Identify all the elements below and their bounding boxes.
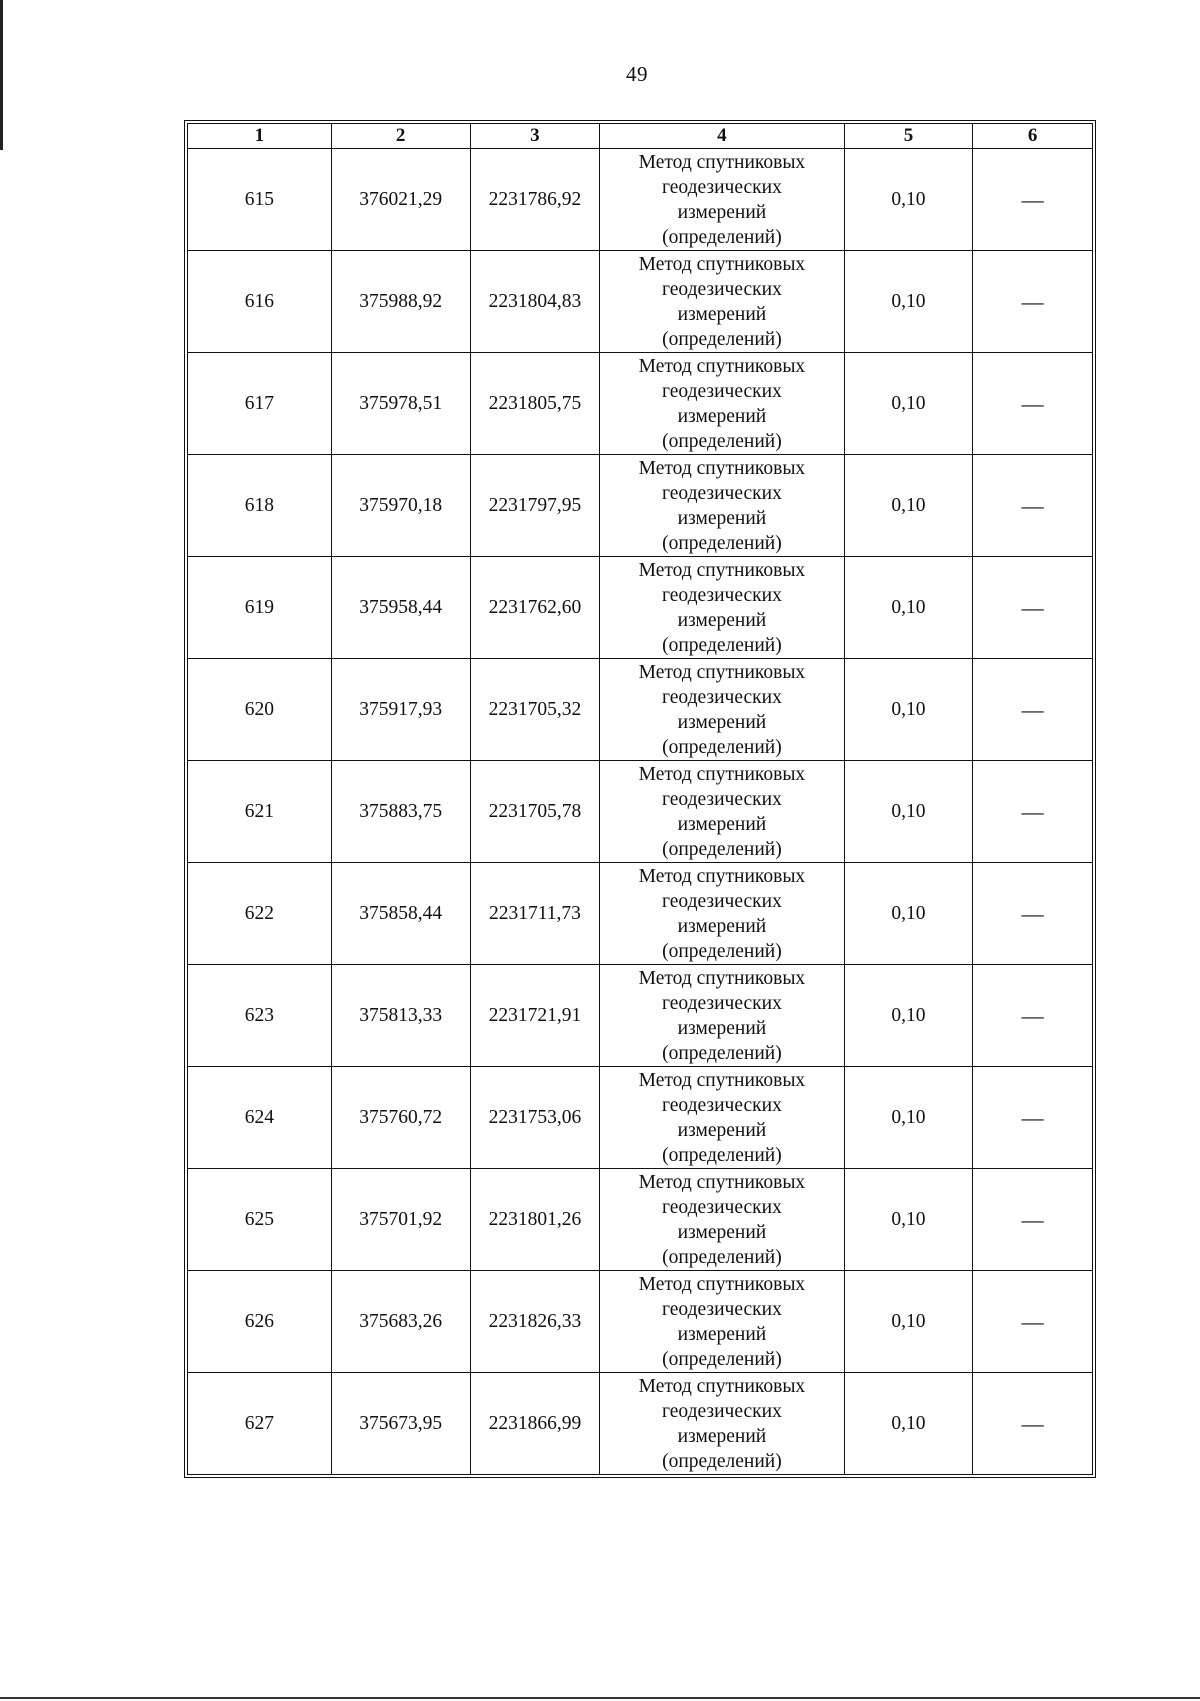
method-cell xyxy=(600,965,844,1067)
description-cell: — xyxy=(973,761,1093,863)
method-line: Метод спутниковых xyxy=(638,151,806,173)
point-number-cell: 619 xyxy=(188,557,332,659)
accuracy-cell: 0,10 xyxy=(844,149,973,251)
method-line: измерений xyxy=(677,1425,767,1447)
accuracy-cell: 0,10 xyxy=(844,455,973,557)
method-line: Метод спутниковых xyxy=(638,253,806,275)
y-coordinate-cell: 2231721,91 xyxy=(470,965,600,1067)
table-row xyxy=(188,455,1093,557)
accuracy-cell: 0,10 xyxy=(844,251,973,353)
method-line: (определений) xyxy=(662,736,782,758)
method-line: измерений xyxy=(677,1119,767,1141)
x-coordinate-cell: 375978,51 xyxy=(331,353,470,455)
accuracy-cell: 0,10 xyxy=(844,659,973,761)
description-cell: — xyxy=(973,863,1093,965)
method-line: геодезических xyxy=(662,380,782,402)
method-line: (определений) xyxy=(662,1348,782,1370)
method-line: (определений) xyxy=(662,838,782,860)
method-line: геодезических xyxy=(662,278,782,300)
method-line: Метод спутниковых xyxy=(638,661,806,683)
header-col-4: 4 xyxy=(600,124,844,149)
y-coordinate-cell: 2231711,73 xyxy=(470,863,600,965)
point-number-cell: 623 xyxy=(188,965,332,1067)
method-line: геодезических xyxy=(662,992,782,1014)
accuracy-cell: 0,10 xyxy=(844,1373,973,1475)
description-cell: — xyxy=(973,149,1093,251)
point-number-cell: 627 xyxy=(188,1373,332,1475)
table-body xyxy=(188,149,1093,1475)
method-line: геодезических xyxy=(662,1094,782,1116)
method-line: (определений) xyxy=(662,634,782,656)
method-cell xyxy=(600,557,844,659)
method-cell xyxy=(600,761,844,863)
description-cell: — xyxy=(973,1373,1093,1475)
table-row xyxy=(188,863,1093,965)
y-coordinate-cell: 2231805,75 xyxy=(470,353,600,455)
table-row xyxy=(188,149,1093,251)
method-line: (определений) xyxy=(662,532,782,554)
coordinates-table-frame xyxy=(184,120,1096,1478)
x-coordinate-cell: 375970,18 xyxy=(331,455,470,557)
description-cell: — xyxy=(973,455,1093,557)
method-cell xyxy=(600,455,844,557)
method-line: измерений xyxy=(677,711,767,733)
method-line: измерений xyxy=(677,915,767,937)
method-line: измерений xyxy=(677,303,767,325)
method-line: Метод спутниковых xyxy=(638,763,806,785)
description-cell: — xyxy=(973,1169,1093,1271)
point-number-cell: 617 xyxy=(188,353,332,455)
accuracy-cell: 0,10 xyxy=(844,1169,973,1271)
y-coordinate-cell: 2231753,06 xyxy=(470,1067,600,1169)
point-number-cell: 618 xyxy=(188,455,332,557)
table-row xyxy=(188,353,1093,455)
method-line: Метод спутниковых xyxy=(638,457,806,479)
table-row xyxy=(188,1067,1093,1169)
method-cell xyxy=(600,1169,844,1271)
method-line: (определений) xyxy=(662,1042,782,1064)
accuracy-cell: 0,10 xyxy=(844,557,973,659)
point-number-cell: 625 xyxy=(188,1169,332,1271)
x-coordinate-cell: 375858,44 xyxy=(331,863,470,965)
description-cell: — xyxy=(973,965,1093,1067)
accuracy-cell: 0,10 xyxy=(844,353,973,455)
table-row xyxy=(188,1271,1093,1373)
y-coordinate-cell: 2231801,26 xyxy=(470,1169,600,1271)
method-cell xyxy=(600,1067,844,1169)
table-header-row xyxy=(188,124,1093,149)
x-coordinate-cell: 375958,44 xyxy=(331,557,470,659)
method-cell xyxy=(600,1373,844,1475)
x-coordinate-cell: 375883,75 xyxy=(331,761,470,863)
method-line: Метод спутниковых xyxy=(638,355,806,377)
method-line: Метод спутниковых xyxy=(638,1375,806,1397)
scan-bottom-line xyxy=(0,1697,1200,1699)
method-line: Метод спутниковых xyxy=(638,967,806,989)
y-coordinate-cell: 2231804,83 xyxy=(470,251,600,353)
point-number-cell: 615 xyxy=(188,149,332,251)
coordinates-table xyxy=(187,123,1093,1475)
method-line: измерений xyxy=(677,1017,767,1039)
method-line: Метод спутниковых xyxy=(638,559,806,581)
accuracy-cell: 0,10 xyxy=(844,761,973,863)
method-line: измерений xyxy=(677,405,767,427)
table-row xyxy=(188,761,1093,863)
x-coordinate-cell: 376021,29 xyxy=(331,149,470,251)
point-number-cell: 621 xyxy=(188,761,332,863)
table-row xyxy=(188,251,1093,353)
x-coordinate-cell: 375673,95 xyxy=(331,1373,470,1475)
point-number-cell: 616 xyxy=(188,251,332,353)
header-col-5: 5 xyxy=(844,124,973,149)
description-cell: — xyxy=(973,1067,1093,1169)
page-number: 49 xyxy=(626,62,648,86)
y-coordinate-cell: 2231705,32 xyxy=(470,659,600,761)
method-line: геодезических xyxy=(662,890,782,912)
method-cell xyxy=(600,1271,844,1373)
table-row xyxy=(188,659,1093,761)
method-line: (определений) xyxy=(662,1450,782,1472)
point-number-cell: 620 xyxy=(188,659,332,761)
method-line: (определений) xyxy=(662,430,782,452)
y-coordinate-cell: 2231826,33 xyxy=(470,1271,600,1373)
table-row xyxy=(188,1373,1093,1475)
x-coordinate-cell: 375683,26 xyxy=(331,1271,470,1373)
method-line: (определений) xyxy=(662,328,782,350)
method-cell xyxy=(600,149,844,251)
method-line: Метод спутниковых xyxy=(638,865,806,887)
method-line: измерений xyxy=(677,507,767,529)
description-cell: — xyxy=(973,1271,1093,1373)
point-number-cell: 626 xyxy=(188,1271,332,1373)
point-number-cell: 622 xyxy=(188,863,332,965)
y-coordinate-cell: 2231866,99 xyxy=(470,1373,600,1475)
accuracy-cell: 0,10 xyxy=(844,965,973,1067)
method-line: (определений) xyxy=(662,1246,782,1268)
method-cell xyxy=(600,251,844,353)
description-cell: — xyxy=(973,353,1093,455)
accuracy-cell: 0,10 xyxy=(844,1271,973,1373)
method-line: геодезических xyxy=(662,686,782,708)
x-coordinate-cell: 375813,33 xyxy=(331,965,470,1067)
y-coordinate-cell: 2231762,60 xyxy=(470,557,600,659)
header-col-2: 2 xyxy=(331,124,470,149)
method-line: (определений) xyxy=(662,226,782,248)
header-col-1: 1 xyxy=(188,124,332,149)
accuracy-cell: 0,10 xyxy=(844,1067,973,1169)
table-row xyxy=(188,557,1093,659)
method-line: измерений xyxy=(677,1323,767,1345)
method-cell xyxy=(600,353,844,455)
method-line: (определений) xyxy=(662,940,782,962)
table-row xyxy=(188,965,1093,1067)
method-cell xyxy=(600,863,844,965)
method-line: измерений xyxy=(677,609,767,631)
method-line: геодезических xyxy=(662,176,782,198)
y-coordinate-cell: 2231786,92 xyxy=(470,149,600,251)
header-col-6: 6 xyxy=(973,124,1093,149)
method-line: измерений xyxy=(677,813,767,835)
method-line: Метод спутниковых xyxy=(638,1171,806,1193)
x-coordinate-cell: 375917,93 xyxy=(331,659,470,761)
method-line: геодезических xyxy=(662,1400,782,1422)
point-number-cell: 624 xyxy=(188,1067,332,1169)
method-line: геодезических xyxy=(662,482,782,504)
method-line: Метод спутниковых xyxy=(638,1273,806,1295)
method-line: (определений) xyxy=(662,1144,782,1166)
method-line: измерений xyxy=(677,1221,767,1243)
x-coordinate-cell: 375760,72 xyxy=(331,1067,470,1169)
method-cell xyxy=(600,659,844,761)
accuracy-cell: 0,10 xyxy=(844,863,973,965)
method-line: геодезических xyxy=(662,1298,782,1320)
method-line: Метод спутниковых xyxy=(638,1069,806,1091)
method-line: геодезических xyxy=(662,788,782,810)
method-line: измерений xyxy=(677,201,767,223)
description-cell: — xyxy=(973,557,1093,659)
method-line: геодезических xyxy=(662,584,782,606)
x-coordinate-cell: 375988,92 xyxy=(331,251,470,353)
y-coordinate-cell: 2231705,78 xyxy=(470,761,600,863)
x-coordinate-cell: 375701,92 xyxy=(331,1169,470,1271)
method-line: геодезических xyxy=(662,1196,782,1218)
description-cell: — xyxy=(973,251,1093,353)
header-col-3: 3 xyxy=(470,124,600,149)
y-coordinate-cell: 2231797,95 xyxy=(470,455,600,557)
table-row xyxy=(188,1169,1093,1271)
description-cell: — xyxy=(973,659,1093,761)
